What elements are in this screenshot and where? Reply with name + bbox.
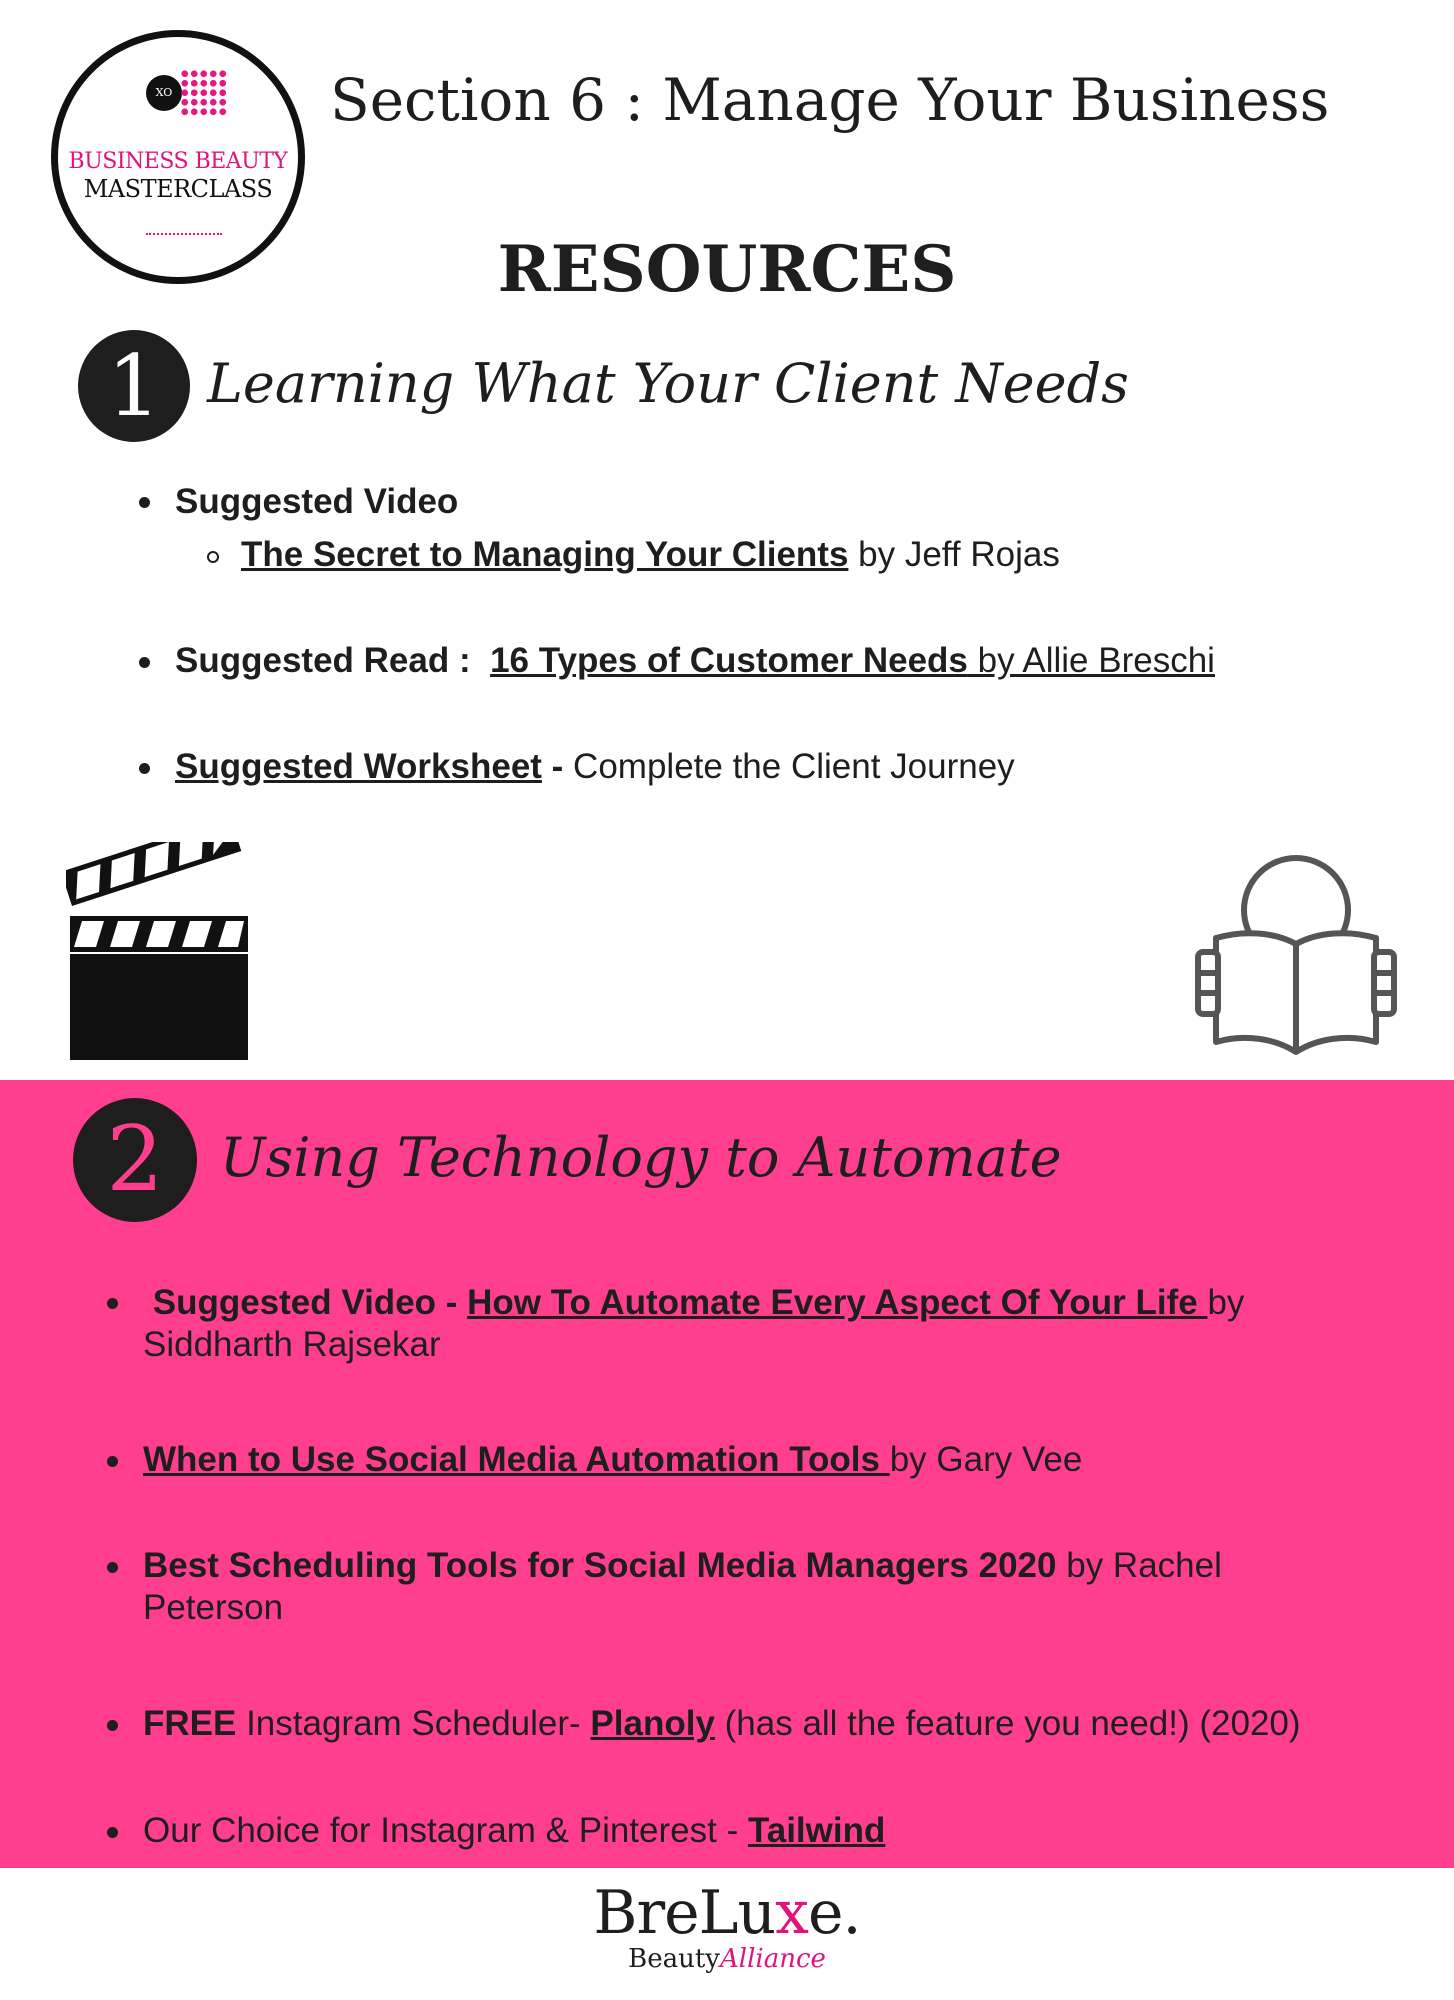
s2-item-social bbox=[143, 1439, 1082, 1481]
s1-read-label: Suggested Read : bbox=[175, 641, 481, 680]
bullet-dot bbox=[107, 1562, 118, 1573]
s1-read-item bbox=[175, 640, 1215, 682]
s2-item-scheduling-author: Peterson bbox=[143, 1588, 284, 1627]
s2-item-tailwind-text: Our Choice for Instagram & Pinterest - bbox=[143, 1811, 748, 1850]
s2-item-video: Suggested Video - How To Automate Every Aspect Of Your Life by Siddharth Rajsekar bbox=[143, 1283, 1245, 1364]
section-2-heading: Using Technology to Automate bbox=[220, 1126, 1062, 1189]
bullet-dot bbox=[107, 1298, 118, 1309]
section-1-heading: Learning What Your Client Needs bbox=[207, 352, 1129, 415]
s1-video-label: Suggested Video bbox=[175, 482, 459, 521]
bullet-dot bbox=[107, 1456, 118, 1467]
s2-item-tailwind-link[interactable]: Tailwind bbox=[747, 1811, 886, 1850]
clapperboard-icon bbox=[66, 842, 250, 1062]
s1-video-link[interactable]: The Secret to Managing Your Clients bbox=[241, 535, 849, 574]
s1-worksheet-link[interactable]: Suggested Worksheet bbox=[175, 747, 542, 786]
page-title: Section 6 : Manage Your Business bbox=[330, 66, 1330, 134]
s2-item-tailwind bbox=[143, 1810, 885, 1852]
logo-mark: XO bbox=[146, 75, 182, 111]
s1-worksheet-text: Complete the Client Journey bbox=[563, 747, 1015, 786]
resources-heading: RESOURCES bbox=[497, 232, 957, 307]
s2-item-planoly-free: FREE bbox=[143, 1704, 237, 1743]
reading-person-icon bbox=[1194, 852, 1398, 1058]
bullet-dot bbox=[139, 763, 150, 774]
s1-video-item bbox=[175, 481, 458, 523]
bullet-dot bbox=[107, 1827, 118, 1838]
s2-item-video-author: Siddharth Rajsekar bbox=[143, 1325, 441, 1364]
s1-video-subitem bbox=[241, 534, 1060, 576]
s2-item-social-link[interactable]: When to Use Social Media Automation Tools bbox=[143, 1440, 890, 1479]
s1-video-author: by Jeff Rojas bbox=[848, 535, 1060, 574]
s2-item-social-author: by Gary Vee bbox=[889, 1440, 1083, 1479]
bullet-dot bbox=[139, 497, 150, 508]
section-number-1: 1 bbox=[78, 330, 190, 442]
logo-line-2: MASTERCLASS bbox=[83, 175, 273, 203]
footer-brand-subtitle: BeautyAlliance bbox=[628, 1944, 826, 1974]
s2-item-video-label: Suggested Video - bbox=[152, 1283, 468, 1322]
footer-brand-logo: BreLuxe. bbox=[593, 1878, 861, 1948]
s2-item-video-link[interactable]: How To Automate Every Aspect Of Your Life bbox=[467, 1283, 1208, 1322]
logo-line-1: BUSINESS BEAUTY bbox=[68, 149, 288, 174]
bullet-dot bbox=[139, 657, 150, 668]
s2-item-planoly: FREE Instagram Scheduler- Planoly (has all the feature you need!) (2020) bbox=[143, 1704, 1301, 1743]
bullet-dot bbox=[107, 1720, 118, 1731]
s1-read-link[interactable]: 16 Types of Customer Needs by Allie Breschi bbox=[490, 641, 1215, 680]
s2-item-scheduling-title: Best Scheduling Tools for Social Media Managers 2020 bbox=[143, 1546, 1057, 1585]
s1-worksheet-item: Suggested Worksheet - Complete the Client Journey bbox=[175, 747, 1015, 786]
s2-item-planoly-link[interactable]: Planoly bbox=[590, 1704, 715, 1743]
section-number-2: 2 bbox=[73, 1098, 197, 1222]
logo-dot-grid-icon bbox=[180, 69, 228, 117]
s2-item-scheduling: Best Scheduling Tools for Social Media Managers 2020 by Rachel Peterson bbox=[143, 1546, 1222, 1627]
sub-bullet-circle bbox=[207, 551, 219, 563]
